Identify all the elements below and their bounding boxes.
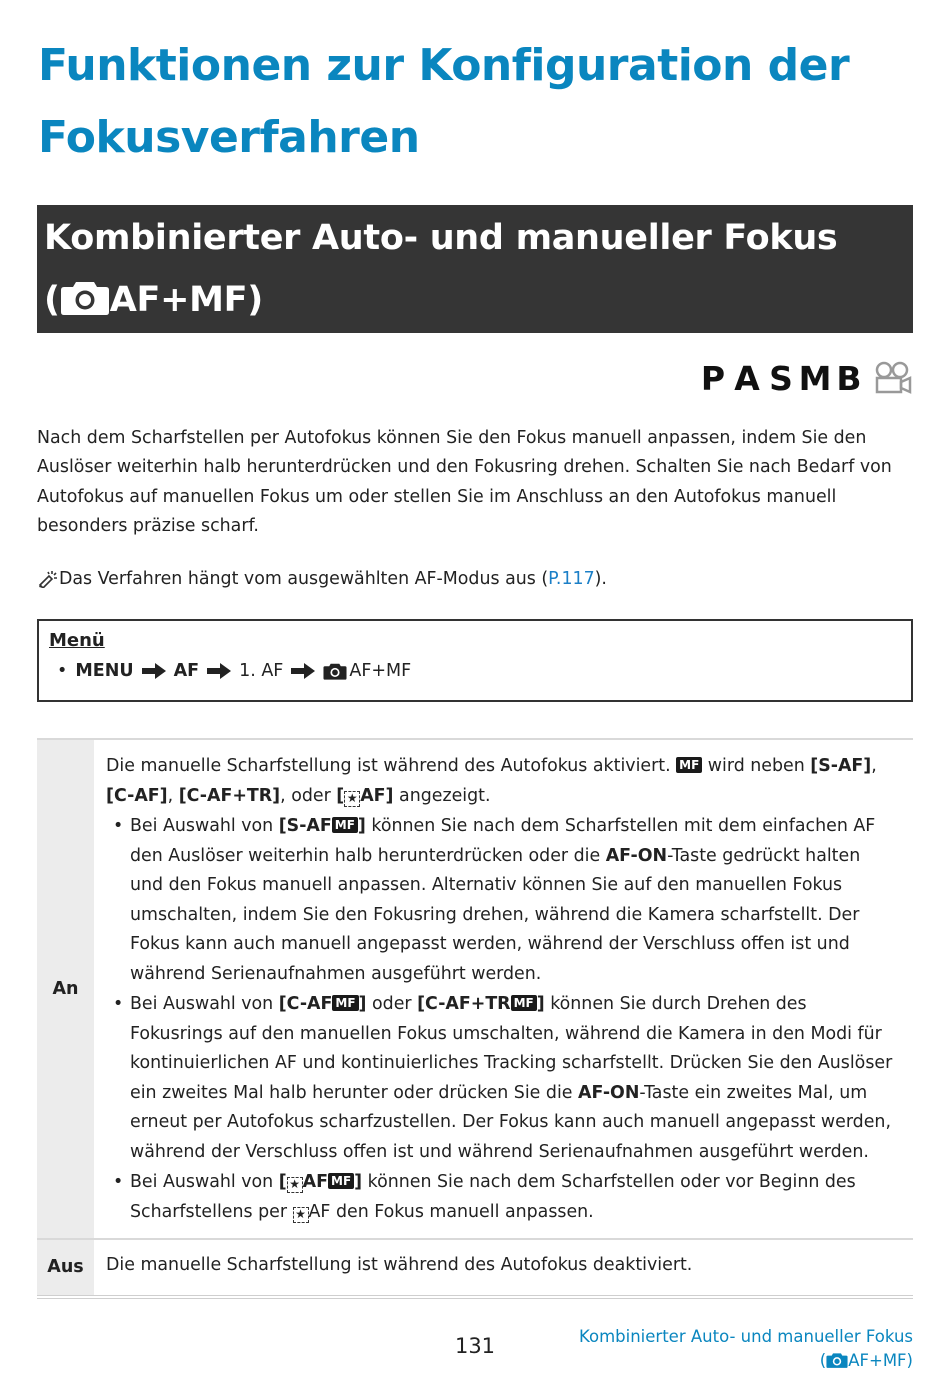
row-label-off: Aus xyxy=(37,1240,94,1295)
text: , oder xyxy=(280,785,337,806)
menu-step-1af: 1. AF xyxy=(239,661,284,681)
star-af-icon: ★ xyxy=(287,1177,303,1193)
menu-step-afmf: AF+MF xyxy=(349,661,412,681)
key-caf: [C-AF] xyxy=(106,785,168,806)
bracket: [ xyxy=(336,785,345,806)
section-subtitle xyxy=(44,269,913,331)
star-af-icon: ★ xyxy=(293,1207,309,1223)
key-afon: AF-ON xyxy=(578,1082,640,1103)
menu-step-menu: MENU xyxy=(75,661,134,681)
mf-icon: MF xyxy=(676,757,702,773)
mode-p: P xyxy=(700,358,726,398)
row-label-on: An xyxy=(37,740,94,1238)
key-afon: AF-ON xyxy=(605,845,668,866)
tip-pen-icon xyxy=(37,568,59,588)
text: angezeigt. xyxy=(393,785,491,806)
table-row-on xyxy=(37,740,913,1240)
footer-line1: Kombinierter Auto- und manueller Fokus xyxy=(579,1327,913,1346)
key: AF xyxy=(302,1172,329,1192)
bullet: • xyxy=(57,661,68,681)
menu-box xyxy=(37,619,913,702)
mf-icon: MF xyxy=(328,1173,354,1189)
tip-end: ). xyxy=(594,569,607,589)
text: Bei Auswahl von xyxy=(130,1172,279,1192)
arrow-right-icon xyxy=(207,663,231,679)
footer-link[interactable] xyxy=(579,1325,913,1373)
mf-icon: MF xyxy=(332,995,358,1011)
camera-icon xyxy=(323,662,347,680)
shooting-modes xyxy=(696,358,912,398)
intro-paragraph: Nach dem Scharfstellen per Autofokus können Sie den Fokus manuell anpassen, indem Sie den Auslöser weiterhin halb herunterdrücken und den Fokusring drehen. Schalten Sie nach Bedarf von Autofokus auf manuellen Fokus um oder stellen Sie im Anschluss an den Autofokus manuell besonders präzise scharf. xyxy=(37,428,892,536)
star-af-icon: ★ xyxy=(344,791,360,807)
menu-title: Menü xyxy=(49,630,105,651)
section-title: Kombinierter Auto- und manueller Fokus xyxy=(44,218,838,258)
text: können Sie nach dem Scharfstellen oder vor Beginn des Scharfstellens per xyxy=(130,1172,856,1222)
text: Bei Auswahl von xyxy=(130,994,279,1014)
list-item xyxy=(106,990,895,1167)
key-caftr: [C-AF+TR] xyxy=(178,785,281,806)
camera-icon xyxy=(826,1352,848,1368)
text: Die manuelle Scharfstellung ist während des Autofokus aktiviert. xyxy=(106,756,677,776)
camera-icon xyxy=(60,279,110,315)
key: [C-AF+TR xyxy=(417,994,511,1014)
arrow-right-icon xyxy=(142,663,166,679)
paren-open: ( xyxy=(819,1351,827,1370)
menu-step-af: AF xyxy=(173,661,200,681)
text: , xyxy=(871,756,877,776)
on-bullets xyxy=(106,812,895,1227)
key-saf: [S-AF] xyxy=(810,756,872,776)
page-link[interactable]: P.117 xyxy=(548,569,595,589)
tip-text: Das Verfahren hängt vom ausgewählten AF-Modus aus ( xyxy=(59,569,549,589)
text: oder xyxy=(366,994,418,1014)
bracket: ] xyxy=(358,994,367,1014)
key: [S-AF xyxy=(278,816,332,836)
mf-icon: MF xyxy=(332,817,358,833)
text: -Taste gedrückt halten und den Fokus manuell anpassen. Alternativ können Sie auf den manuellen Fokus umschalten, indem Sie den Fokusring drehen, während die Kamera scharfstellt. Der Fokus kann auch manuell angepasst werden, während der Verschluss offen ist und während Serienaufnahmen ausgeführt werden. xyxy=(130,845,861,984)
bracket: ] xyxy=(536,994,545,1014)
text: wird neben xyxy=(702,756,811,776)
footer-af-mf: AF+MF) xyxy=(848,1351,913,1370)
key-staraf: AF] xyxy=(360,785,394,806)
arrow-right-icon xyxy=(291,663,315,679)
section-header xyxy=(37,205,913,333)
mode-b: B xyxy=(836,358,862,398)
table-row-off xyxy=(37,1240,913,1299)
text: -Taste ein zweites Mal, um erneut per Autofokus scharfzustellen. Der Fokus kann auch manuell angepasst werden, während der Verschluss offen ist und während Serienaufnahmen ausgeführt werden. xyxy=(130,1082,891,1162)
tip-line xyxy=(37,565,917,593)
mode-s: S xyxy=(769,358,793,398)
bracket: [ xyxy=(278,1172,287,1192)
page-title: Funktionen zur Konfiguration der Fokusverfahren xyxy=(38,40,850,163)
text: Bei Auswahl von xyxy=(130,816,279,836)
list-item xyxy=(106,812,895,989)
settings-table xyxy=(37,738,913,1299)
bracket: ] xyxy=(357,816,366,836)
paren-open: ( xyxy=(44,280,60,320)
af-mf-label: AF+MF) xyxy=(109,280,263,320)
row-content-on xyxy=(94,740,913,1238)
mode-a: A xyxy=(734,358,760,398)
bracket: ] xyxy=(354,1172,363,1192)
text: , xyxy=(167,785,179,806)
text: können Sie nach dem Scharfstellen mit dem einfachen AF den Auslöser weiterhin halb herunterdrücken oder die xyxy=(130,816,876,866)
page-number: 131 xyxy=(454,1334,496,1358)
text: AF den Fokus manuell anpassen. xyxy=(308,1201,594,1222)
mode-m: M xyxy=(798,358,832,398)
row-content-off: Die manuelle Scharfstellung ist während des Autofokus deaktiviert. xyxy=(106,1255,693,1275)
text: können Sie durch Drehen des Fokusrings auf den manuellen Fokus umschalten, während die Kamera in den Modi für kontinuierlichen AF und kontinuierliches Tracking scharfstellt. Drücken Sie den Auslöser ein zweites Mal halb herunter oder drücken Sie die xyxy=(130,994,893,1103)
movie-camera-icon xyxy=(874,361,912,395)
key: [C-AF xyxy=(278,994,333,1014)
menu-path xyxy=(57,661,411,681)
mf-icon: MF xyxy=(511,995,537,1011)
footer-line2 xyxy=(579,1349,913,1373)
list-item xyxy=(106,1168,895,1227)
on-summary xyxy=(106,752,895,811)
